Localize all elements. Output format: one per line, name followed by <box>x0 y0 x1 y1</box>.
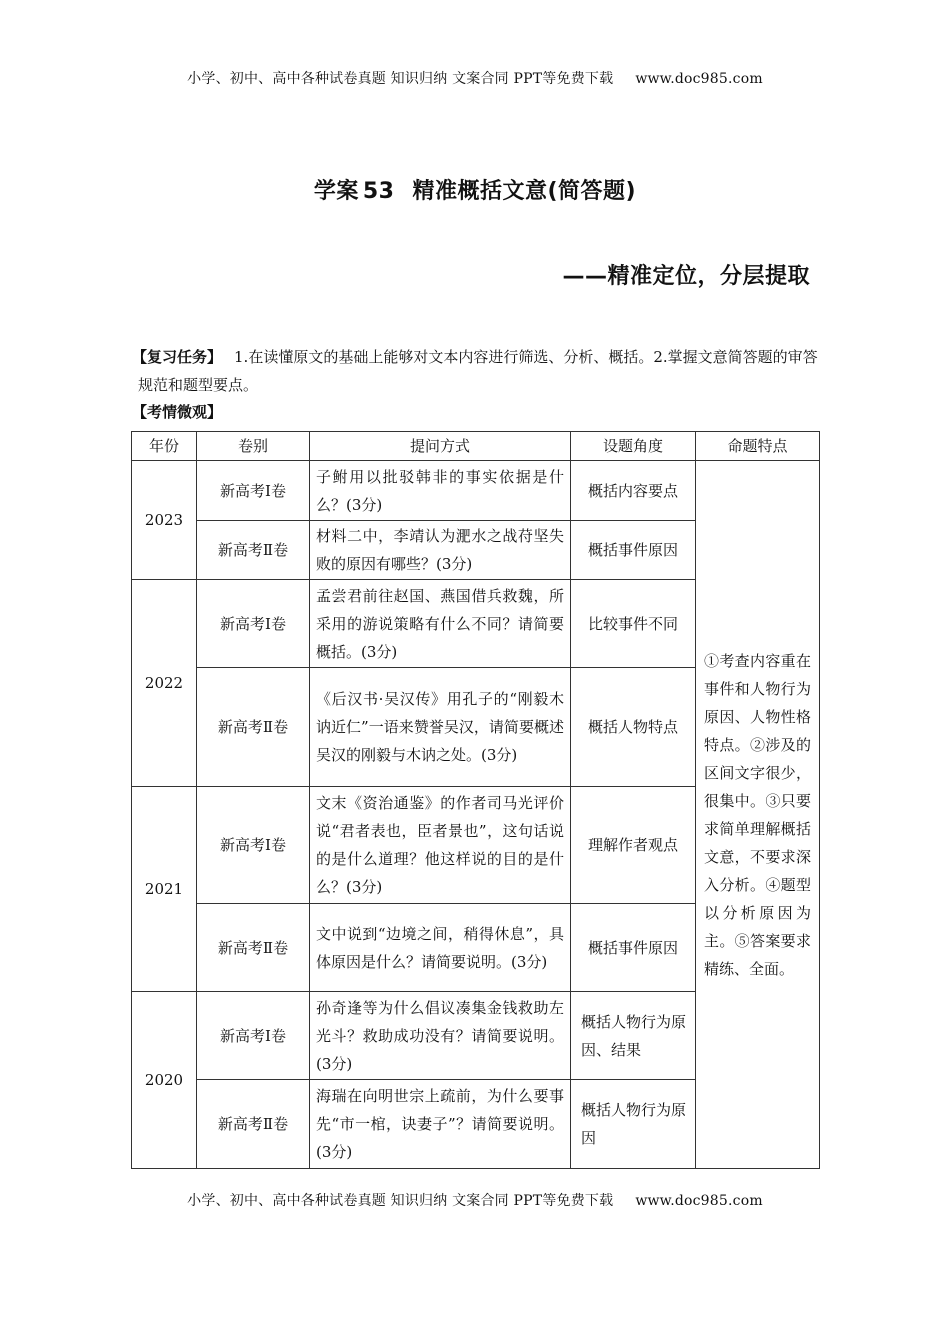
question-cell: 《后汉书·吴汉传》用孔子的“刚毅木讷近仁”一语来赞誉吴汉，请简要概述吴汉的刚毅与木讷之处。(3分) <box>310 668 571 787</box>
page-subtitle: ——精准定位，分层提取 <box>562 264 810 289</box>
page-footer <box>0 1190 950 1210</box>
header-question: 提问方式 <box>310 432 571 461</box>
title-main: 精准概括文意(简答题) <box>412 179 637 204</box>
footer-text: 小学、初中、高中各种试卷真题 知识归纳 文案合同 PPT等免费下载 <box>187 1193 614 1209</box>
angle-cell: 概括人物行为原因 <box>571 1080 696 1169</box>
angle-cell: 概括事件原因 <box>571 904 696 992</box>
title-number: 53 <box>362 179 395 204</box>
question-cell: 孙奇逢等为什么倡议凑集金钱救助左光斗？救助成功没有？请简要说明。(3分) <box>310 992 571 1080</box>
header-angle: 设题角度 <box>571 432 696 461</box>
situation-label: 【考情微观】 <box>132 403 223 421</box>
angle-cell: 概括人物特点 <box>571 668 696 787</box>
year-cell: 2023 <box>132 461 197 580</box>
question-cell: 文中说到“边境之间，稍得休息”，具体原因是什么？请简要说明。(3分) <box>310 904 571 992</box>
angle-cell: 概括事件原因 <box>571 521 696 580</box>
angle-cell: 理解作者观点 <box>571 787 696 904</box>
page-header <box>0 68 950 88</box>
question-cell: 文末《资治通鉴》的作者司马光评价说“君者表也，臣者景也”，这句话说的是什么道理？他这样说的目的是什么？(3分) <box>310 787 571 904</box>
header-year: 年份 <box>132 432 197 461</box>
question-cell: 海瑞在向明世宗上疏前，为什么要事先“市一棺，诀妻子”？请简要说明。(3分) <box>310 1080 571 1169</box>
year-cell: 2021 <box>132 787 197 992</box>
paper-cell: 新高考Ⅰ卷 <box>197 992 310 1080</box>
feature-cell: ①考查内容重在事件和人物行为原因、人物性格特点。②涉及的区间文字很少，很集中。③只要求简单理解概括文意，不要求深入分析。④题型以分析原因为主。⑤答案要求精练、全面。 <box>696 461 820 1169</box>
footer-site: www.doc985.com <box>635 1193 763 1209</box>
paper-cell: 新高考Ⅰ卷 <box>197 787 310 904</box>
header-feature: 命题特点 <box>696 432 820 461</box>
paper-cell: 新高考Ⅱ卷 <box>197 904 310 992</box>
title-prefix: 学案 <box>313 179 359 204</box>
paper-cell: 新高考Ⅱ卷 <box>197 1080 310 1169</box>
angle-cell: 比较事件不同 <box>571 580 696 668</box>
review-text: 1.在读懂原文的基础上能够对文本内容进行筛选、分析、概括。2.掌握文意简答题的审答规范和题型要点。 <box>138 348 818 394</box>
year-cell: 2022 <box>132 580 197 787</box>
question-cell: 材料二中，李靖认为淝水之战苻坚失败的原因有哪些？(3分) <box>310 521 571 580</box>
paper-cell: 新高考Ⅰ卷 <box>197 580 310 668</box>
page-title <box>0 174 950 205</box>
paper-cell: 新高考Ⅱ卷 <box>197 521 310 580</box>
header-text: 小学、初中、高中各种试卷真题 知识归纳 文案合同 PPT等免费下载 <box>187 71 614 87</box>
question-cell: 子鲋用以批驳韩非的事实依据是什么？(3分) <box>310 461 571 521</box>
paper-cell: 新高考Ⅱ卷 <box>197 668 310 787</box>
exam-table <box>131 431 820 1169</box>
paper-cell: 新高考Ⅰ卷 <box>197 461 310 521</box>
review-task <box>132 343 818 399</box>
table-row <box>132 461 820 521</box>
header-site: www.doc985.com <box>635 71 763 87</box>
table-header-row <box>132 432 820 461</box>
angle-cell: 概括内容要点 <box>571 461 696 521</box>
header-paper: 卷别 <box>197 432 310 461</box>
angle-cell: 概括人物行为原因、结果 <box>571 992 696 1080</box>
year-cell: 2020 <box>132 992 197 1169</box>
review-label: 【复习任务】 <box>132 348 223 366</box>
question-cell: 孟尝君前往赵国、燕国借兵救魏，所采用的游说策略有什么不同？请简要概括。(3分) <box>310 580 571 668</box>
